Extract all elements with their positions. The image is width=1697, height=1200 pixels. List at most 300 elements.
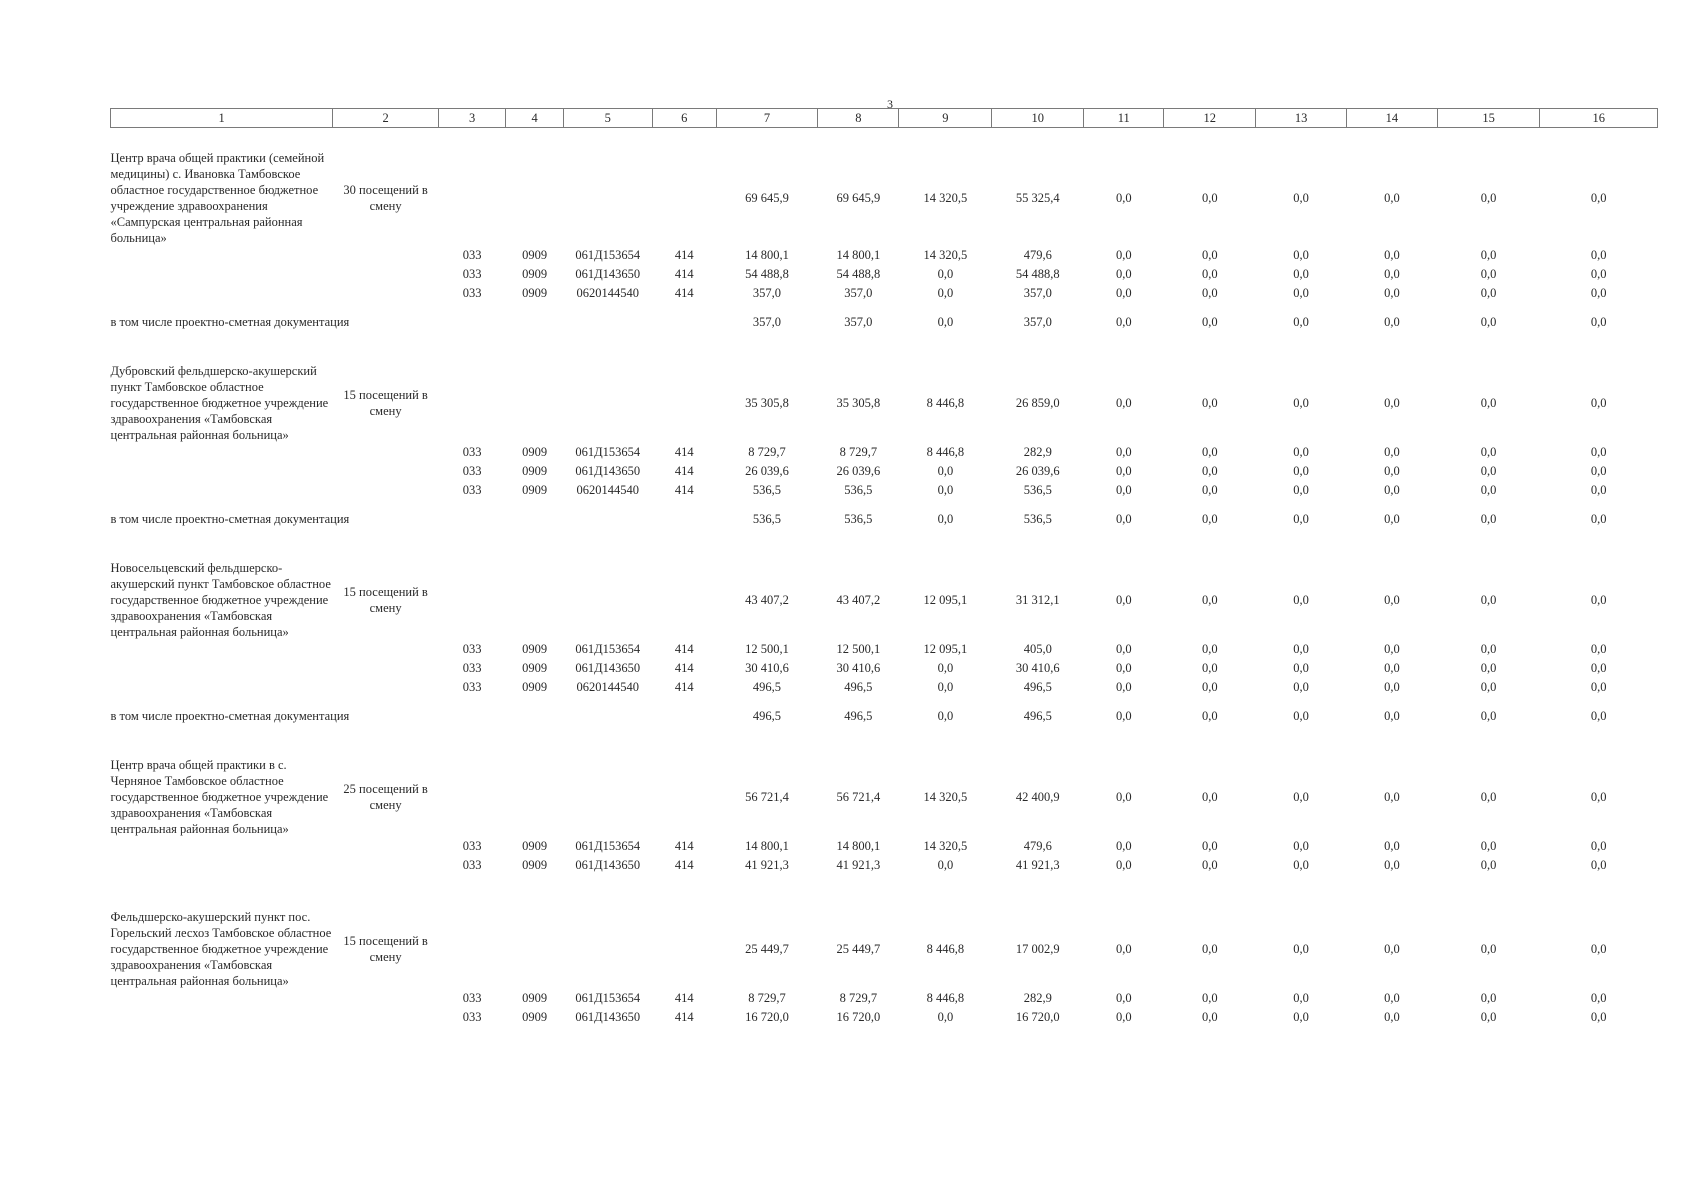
total-value: 0,0 bbox=[1590, 941, 1607, 956]
line-value: 0,0 bbox=[1384, 248, 1400, 262]
line-value: 0,0 bbox=[1384, 661, 1400, 675]
line-value: 0,0 bbox=[1115, 464, 1132, 478]
empty-cell bbox=[438, 303, 505, 341]
empty-cell bbox=[652, 697, 716, 735]
spacer-cell bbox=[111, 128, 1658, 151]
line-value: 14 800,1 bbox=[836, 248, 881, 262]
line-value: 0,0 bbox=[1480, 661, 1497, 675]
line-value: 0,0 bbox=[1293, 286, 1309, 300]
line-value: 14 800,1 bbox=[745, 839, 789, 853]
total-value: 12 095,1 bbox=[923, 592, 968, 607]
line-value: 12 500,1 bbox=[745, 642, 789, 656]
line-value: 8 446,8 bbox=[926, 445, 965, 459]
line-value: 0,0 bbox=[1480, 858, 1497, 872]
line-value: 14 800,1 bbox=[836, 839, 881, 853]
line-value: 0,0 bbox=[1590, 839, 1607, 853]
total-value: 0,0 bbox=[1384, 190, 1400, 205]
empty-cell bbox=[111, 462, 333, 481]
line-value: 0,0 bbox=[1293, 464, 1309, 478]
empty-cell bbox=[563, 909, 652, 989]
facility-name: Фельдшерско-акушерский пункт пос. Горельский лесхоз Тамбовское областное государственное бюджетное учреждение здравоохранения «Тамбовская центральная районная больница» bbox=[110, 910, 332, 988]
design-docs-value: 536,5 bbox=[1023, 511, 1052, 526]
budget-code: 0620144540 bbox=[576, 680, 640, 694]
design-docs-value: 0,0 bbox=[1115, 708, 1132, 723]
budget-code: 033 bbox=[462, 464, 482, 478]
empty-cell bbox=[563, 697, 652, 735]
line-value: 26 039,6 bbox=[745, 464, 789, 478]
total-value: 42 400,9 bbox=[1015, 789, 1060, 804]
line-value: 0,0 bbox=[1115, 267, 1132, 281]
design-docs-value: 357,0 bbox=[1023, 314, 1052, 329]
budget-code: 0909 bbox=[522, 642, 548, 656]
line-value: 0,0 bbox=[1201, 839, 1218, 853]
budget-code: 033 bbox=[462, 445, 482, 459]
design-docs-row bbox=[111, 303, 1658, 341]
line-value: 0,0 bbox=[1293, 1010, 1309, 1024]
line-value: 0,0 bbox=[937, 267, 954, 281]
empty-cell bbox=[652, 560, 716, 640]
spacer-row bbox=[111, 538, 1658, 560]
total-value: 14 320,5 bbox=[923, 789, 968, 804]
budget-line-row bbox=[111, 989, 1658, 1008]
line-value: 8 446,8 bbox=[926, 991, 965, 1005]
line-value: 0,0 bbox=[1384, 286, 1400, 300]
total-value: 0,0 bbox=[1201, 190, 1218, 205]
budget-code: 0909 bbox=[522, 1010, 548, 1024]
line-value: 496,5 bbox=[844, 680, 873, 694]
design-docs-value: 0,0 bbox=[937, 708, 954, 723]
header-cell: 6 bbox=[652, 109, 716, 128]
budget-line-row bbox=[111, 659, 1658, 678]
facility-row bbox=[111, 909, 1658, 989]
budget-code: 033 bbox=[462, 248, 482, 262]
budget-code: 061Д143650 bbox=[575, 267, 641, 281]
total-value: 0,0 bbox=[1115, 395, 1132, 410]
empty-cell bbox=[111, 989, 333, 1008]
spacer-cell bbox=[111, 735, 1658, 757]
empty-cell bbox=[506, 150, 564, 246]
spacer-cell bbox=[111, 887, 1658, 909]
total-value: 35 305,8 bbox=[745, 395, 789, 410]
total-value: 17 002,9 bbox=[1015, 941, 1060, 956]
design-docs-value: 0,0 bbox=[1590, 708, 1607, 723]
facility-capacity: 15 посещений в смену bbox=[343, 585, 428, 615]
spacer-row bbox=[111, 735, 1658, 757]
line-value: 0,0 bbox=[1590, 286, 1607, 300]
line-value: 0,0 bbox=[1590, 464, 1607, 478]
budget-line-row bbox=[111, 265, 1658, 284]
spacer-cell bbox=[111, 1027, 1658, 1039]
spacer-row bbox=[111, 128, 1658, 151]
header-cell: 12 bbox=[1164, 109, 1256, 128]
line-value: 8 729,7 bbox=[748, 445, 786, 459]
empty-cell bbox=[563, 757, 652, 837]
design-docs-row bbox=[111, 500, 1658, 538]
line-value: 0,0 bbox=[1480, 680, 1497, 694]
line-value: 0,0 bbox=[1384, 991, 1400, 1005]
line-value: 0,0 bbox=[937, 661, 954, 675]
line-value: 536,5 bbox=[752, 483, 782, 497]
empty-cell bbox=[506, 697, 564, 735]
empty-cell bbox=[652, 909, 716, 989]
line-value: 0,0 bbox=[1115, 858, 1132, 872]
budget-code: 0909 bbox=[522, 248, 548, 262]
line-value: 0,0 bbox=[1480, 642, 1497, 656]
total-value: 14 320,5 bbox=[923, 190, 968, 205]
line-value: 0,0 bbox=[1384, 483, 1400, 497]
empty-cell bbox=[438, 560, 505, 640]
empty-cell bbox=[438, 500, 505, 538]
line-value: 282,9 bbox=[1023, 445, 1052, 459]
line-value: 0,0 bbox=[1201, 991, 1218, 1005]
total-value: 0,0 bbox=[1115, 941, 1132, 956]
budget-code: 033 bbox=[462, 267, 482, 281]
budget-code: 414 bbox=[674, 991, 694, 1005]
total-value: 0,0 bbox=[1293, 592, 1309, 607]
budget-code: 0909 bbox=[522, 286, 548, 300]
line-value: 0,0 bbox=[1590, 267, 1607, 281]
line-value: 26 039,6 bbox=[1015, 464, 1060, 478]
facility-name: Дубровский фельдшерско-акушерский пункт Тамбовское областное государственное бюджетное учреждение здравоохранения «Тамбовская центральная районная больница» bbox=[110, 364, 329, 442]
budget-code: 0909 bbox=[522, 483, 548, 497]
line-value: 0,0 bbox=[1384, 1010, 1400, 1024]
line-value: 41 921,3 bbox=[836, 858, 881, 872]
total-value: 43 407,2 bbox=[745, 592, 789, 607]
line-value: 0,0 bbox=[1201, 464, 1218, 478]
line-value: 0,0 bbox=[1115, 445, 1132, 459]
line-value: 0,0 bbox=[1590, 445, 1607, 459]
page-number: 3 bbox=[887, 97, 893, 111]
line-value: 54 488,8 bbox=[745, 267, 789, 281]
total-value: 69 645,9 bbox=[745, 190, 789, 205]
empty-cell bbox=[111, 837, 333, 856]
budget-line-row bbox=[111, 481, 1658, 500]
facility-name: Новосельцевский фельдшерско-акушерский пункт Тамбовское областное государственное бюджетное учреждение здравоохранения «Тамбовская центральная районная больница» bbox=[110, 561, 331, 639]
empty-cell bbox=[506, 909, 564, 989]
empty-cell bbox=[333, 443, 439, 462]
line-value: 16 720,0 bbox=[836, 1010, 881, 1024]
empty-cell bbox=[438, 150, 505, 246]
line-value: 0,0 bbox=[1590, 991, 1607, 1005]
line-value: 496,5 bbox=[752, 680, 782, 694]
line-value: 0,0 bbox=[1384, 445, 1400, 459]
line-value: 0,0 bbox=[1480, 991, 1497, 1005]
line-value: 0,0 bbox=[1590, 642, 1607, 656]
total-value: 43 407,2 bbox=[836, 592, 881, 607]
facility-name: Центр врача общей практики (семейной медицины) с. Ивановка Тамбовское областное государственное бюджетное учреждение здравоохранения «Сампурская центральная районная больница» bbox=[110, 151, 325, 245]
budget-line-row bbox=[111, 1008, 1658, 1027]
budget-code: 414 bbox=[674, 839, 694, 853]
empty-cell bbox=[438, 697, 505, 735]
line-value: 0,0 bbox=[1480, 267, 1497, 281]
header-cell: 4 bbox=[506, 109, 564, 128]
line-value: 8 729,7 bbox=[839, 445, 878, 459]
empty-cell bbox=[333, 837, 439, 856]
budget-line-row bbox=[111, 640, 1658, 659]
budget-line-row bbox=[111, 443, 1658, 462]
total-value: 25 449,7 bbox=[745, 941, 789, 956]
line-value: 0,0 bbox=[1115, 248, 1132, 262]
design-docs-value: 0,0 bbox=[1293, 314, 1309, 329]
line-value: 0,0 bbox=[1480, 286, 1497, 300]
line-value: 0,0 bbox=[1384, 267, 1400, 281]
total-value: 0,0 bbox=[1590, 592, 1607, 607]
total-value: 0,0 bbox=[1590, 395, 1607, 410]
facility-row bbox=[111, 363, 1658, 443]
line-value: 41 921,3 bbox=[1015, 858, 1060, 872]
design-docs-label: в том числе проектно-сметная документация bbox=[110, 709, 350, 723]
budget-line-row bbox=[111, 284, 1658, 303]
line-value: 0,0 bbox=[1115, 661, 1132, 675]
total-value: 0,0 bbox=[1201, 395, 1218, 410]
facility-row bbox=[111, 150, 1658, 246]
line-value: 30 410,6 bbox=[1015, 661, 1060, 675]
empty-cell bbox=[652, 150, 716, 246]
line-value: 0,0 bbox=[1480, 248, 1497, 262]
empty-cell bbox=[111, 640, 333, 659]
design-docs-label: в том числе проектно-сметная документация bbox=[110, 315, 350, 329]
budget-code: 033 bbox=[462, 286, 482, 300]
header-cell: 5 bbox=[563, 109, 652, 128]
total-value: 0,0 bbox=[1201, 592, 1218, 607]
line-value: 0,0 bbox=[1293, 661, 1309, 675]
line-value: 0,0 bbox=[1201, 267, 1218, 281]
line-value: 54 488,8 bbox=[836, 267, 881, 281]
line-value: 282,9 bbox=[1023, 991, 1052, 1005]
line-value: 0,0 bbox=[1293, 445, 1309, 459]
line-value: 0,0 bbox=[1115, 839, 1132, 853]
budget-line-row bbox=[111, 462, 1658, 481]
header-row bbox=[111, 109, 1658, 128]
line-value: 0,0 bbox=[1384, 642, 1400, 656]
header-cell: 14 bbox=[1347, 109, 1438, 128]
spacer-cell bbox=[111, 341, 1658, 363]
design-docs-value: 0,0 bbox=[1480, 708, 1497, 723]
total-value: 35 305,8 bbox=[836, 395, 881, 410]
line-value: 0,0 bbox=[937, 483, 954, 497]
line-value: 0,0 bbox=[1115, 1010, 1132, 1024]
total-value: 0,0 bbox=[1480, 941, 1497, 956]
table-body bbox=[111, 128, 1658, 1040]
total-value: 25 449,7 bbox=[836, 941, 881, 956]
line-value: 0,0 bbox=[1384, 858, 1400, 872]
data-table bbox=[110, 108, 1658, 1039]
line-value: 0,0 bbox=[1480, 839, 1497, 853]
budget-code: 0620144540 bbox=[576, 286, 640, 300]
budget-code: 061Д153654 bbox=[575, 991, 641, 1005]
budget-code: 033 bbox=[462, 483, 482, 497]
budget-code: 414 bbox=[674, 464, 694, 478]
line-value: 0,0 bbox=[1293, 680, 1309, 694]
design-docs-value: 536,5 bbox=[844, 511, 873, 526]
total-value: 0,0 bbox=[1115, 789, 1132, 804]
total-value: 69 645,9 bbox=[836, 190, 881, 205]
design-docs-value: 496,5 bbox=[844, 708, 873, 723]
budget-code: 0909 bbox=[522, 991, 548, 1005]
facility-capacity: 15 посещений в смену bbox=[343, 934, 428, 964]
design-docs-value: 0,0 bbox=[1115, 511, 1132, 526]
empty-cell bbox=[111, 284, 333, 303]
line-value: 0,0 bbox=[1384, 839, 1400, 853]
empty-cell bbox=[563, 560, 652, 640]
design-docs-value: 0,0 bbox=[1293, 708, 1309, 723]
budget-code: 414 bbox=[674, 483, 694, 497]
budget-code: 033 bbox=[462, 680, 482, 694]
spacer-row bbox=[111, 875, 1658, 887]
total-value: 26 859,0 bbox=[1015, 395, 1060, 410]
line-value: 0,0 bbox=[1201, 858, 1218, 872]
line-value: 0,0 bbox=[1590, 680, 1607, 694]
line-value: 0,0 bbox=[1201, 680, 1218, 694]
header-cell: 1 bbox=[111, 109, 333, 128]
budget-code: 414 bbox=[674, 642, 694, 656]
empty-cell bbox=[563, 303, 652, 341]
header-cell: 10 bbox=[992, 109, 1084, 128]
total-value: 0,0 bbox=[1384, 592, 1400, 607]
design-docs-value: 536,5 bbox=[752, 511, 782, 526]
empty-cell bbox=[438, 363, 505, 443]
total-value: 0,0 bbox=[1293, 941, 1309, 956]
design-docs-value: 0,0 bbox=[1590, 511, 1607, 526]
line-value: 0,0 bbox=[937, 464, 954, 478]
line-value: 0,0 bbox=[1480, 483, 1497, 497]
empty-cell bbox=[563, 363, 652, 443]
empty-cell bbox=[333, 481, 439, 500]
design-docs-value: 0,0 bbox=[1201, 314, 1218, 329]
line-value: 0,0 bbox=[1115, 286, 1132, 300]
line-value: 0,0 bbox=[1115, 483, 1132, 497]
line-value: 54 488,8 bbox=[1015, 267, 1060, 281]
line-value: 0,0 bbox=[1293, 642, 1309, 656]
total-value: 0,0 bbox=[1293, 789, 1309, 804]
line-value: 41 921,3 bbox=[745, 858, 789, 872]
empty-cell bbox=[506, 303, 564, 341]
line-value: 30 410,6 bbox=[745, 661, 789, 675]
line-value: 0,0 bbox=[1480, 464, 1497, 478]
line-value: 0,0 bbox=[1590, 1010, 1607, 1024]
budget-code: 061Д143650 bbox=[575, 1010, 641, 1024]
empty-cell bbox=[506, 757, 564, 837]
design-docs-value: 0,0 bbox=[1293, 511, 1309, 526]
total-value: 8 446,8 bbox=[926, 941, 965, 956]
empty-cell bbox=[111, 481, 333, 500]
line-value: 0,0 bbox=[1293, 858, 1309, 872]
budget-line-row bbox=[111, 856, 1658, 875]
budget-code: 061Д143650 bbox=[575, 464, 641, 478]
total-value: 0,0 bbox=[1480, 190, 1497, 205]
total-value: 0,0 bbox=[1590, 789, 1607, 804]
budget-code: 414 bbox=[674, 286, 694, 300]
budget-code: 033 bbox=[462, 1010, 482, 1024]
design-docs-value: 0,0 bbox=[1115, 314, 1132, 329]
budget-code: 0909 bbox=[522, 680, 548, 694]
budget-code: 414 bbox=[674, 680, 694, 694]
facility-capacity: 15 посещений в смену bbox=[343, 388, 428, 418]
line-value: 16 720,0 bbox=[1015, 1010, 1060, 1024]
line-value: 0,0 bbox=[937, 286, 954, 300]
budget-code: 414 bbox=[674, 661, 694, 675]
total-value: 0,0 bbox=[1115, 190, 1132, 205]
empty-cell bbox=[438, 757, 505, 837]
facility-capacity: 25 посещений в смену bbox=[343, 782, 428, 812]
empty-cell bbox=[333, 284, 439, 303]
design-docs-value: 0,0 bbox=[1590, 314, 1607, 329]
budget-code: 414 bbox=[674, 445, 694, 459]
budget-code: 033 bbox=[462, 991, 482, 1005]
line-value: 0,0 bbox=[1384, 464, 1400, 478]
total-value: 0,0 bbox=[1480, 789, 1497, 804]
line-value: 536,5 bbox=[1023, 483, 1052, 497]
total-value: 31 312,1 bbox=[1015, 592, 1060, 607]
line-value: 0,0 bbox=[1293, 483, 1309, 497]
line-value: 496,5 bbox=[1023, 680, 1052, 694]
budget-code: 061Д153654 bbox=[575, 642, 641, 656]
design-docs-value: 0,0 bbox=[937, 314, 954, 329]
budget-code: 414 bbox=[674, 248, 694, 262]
budget-line-row bbox=[111, 246, 1658, 265]
line-value: 0,0 bbox=[1115, 991, 1132, 1005]
budget-code: 033 bbox=[462, 858, 482, 872]
line-value: 26 039,6 bbox=[836, 464, 881, 478]
budget-code: 061Д143650 bbox=[575, 858, 641, 872]
budget-code: 0909 bbox=[522, 445, 548, 459]
budget-code: 033 bbox=[462, 642, 482, 656]
header-cell: 2 bbox=[333, 109, 439, 128]
line-value: 357,0 bbox=[752, 286, 782, 300]
line-value: 357,0 bbox=[844, 286, 873, 300]
total-value: 0,0 bbox=[1201, 789, 1218, 804]
line-value: 0,0 bbox=[1590, 661, 1607, 675]
empty-cell bbox=[111, 265, 333, 284]
empty-cell bbox=[111, 246, 333, 265]
design-docs-value: 0,0 bbox=[1384, 708, 1400, 723]
empty-cell bbox=[438, 909, 505, 989]
header-cell: 16 bbox=[1540, 109, 1658, 128]
line-value: 0,0 bbox=[1201, 1010, 1218, 1024]
line-value: 0,0 bbox=[937, 1010, 954, 1024]
empty-cell bbox=[652, 363, 716, 443]
total-value: 0,0 bbox=[1384, 395, 1400, 410]
budget-code: 061Д153654 bbox=[575, 839, 641, 853]
facility-row bbox=[111, 560, 1658, 640]
line-value: 0,0 bbox=[1201, 248, 1218, 262]
total-value: 56 721,4 bbox=[836, 789, 881, 804]
empty-cell bbox=[333, 989, 439, 1008]
line-value: 16 720,0 bbox=[745, 1010, 789, 1024]
line-value: 0,0 bbox=[1115, 642, 1132, 656]
line-value: 405,0 bbox=[1023, 642, 1052, 656]
spacer-row bbox=[111, 887, 1658, 909]
empty-cell bbox=[333, 1008, 439, 1027]
header-cell: 3 bbox=[438, 109, 505, 128]
empty-cell bbox=[111, 856, 333, 875]
budget-code: 414 bbox=[674, 1010, 694, 1024]
total-value: 0,0 bbox=[1115, 592, 1132, 607]
total-value: 8 446,8 bbox=[926, 395, 965, 410]
line-value: 0,0 bbox=[1480, 1010, 1497, 1024]
design-docs-value: 0,0 bbox=[1480, 314, 1497, 329]
line-value: 0,0 bbox=[1201, 483, 1218, 497]
design-docs-value: 357,0 bbox=[752, 314, 782, 329]
line-value: 0,0 bbox=[1293, 991, 1309, 1005]
design-docs-value: 0,0 bbox=[1384, 314, 1400, 329]
empty-cell bbox=[333, 640, 439, 659]
budget-code: 0620144540 bbox=[576, 483, 640, 497]
empty-cell bbox=[333, 856, 439, 875]
budget-code: 0909 bbox=[522, 661, 548, 675]
line-value: 0,0 bbox=[937, 680, 954, 694]
design-docs-value: 0,0 bbox=[1384, 511, 1400, 526]
